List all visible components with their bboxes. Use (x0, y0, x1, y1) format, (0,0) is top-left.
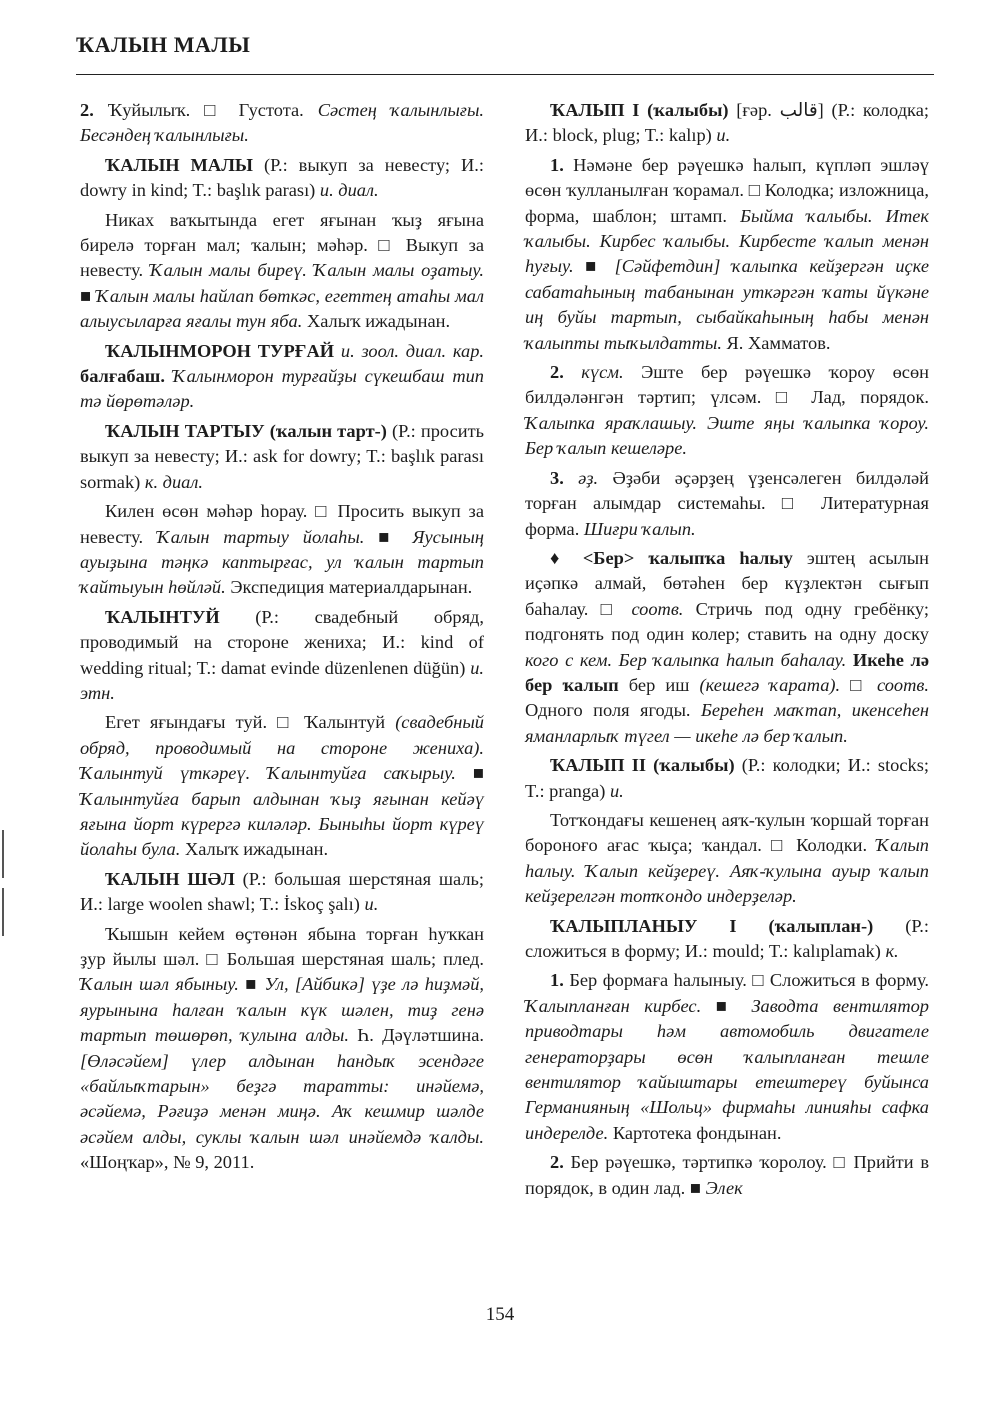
body-text: Халыҡ ижадынан. (180, 839, 329, 860)
italic-text: Сәстең ҡалынлығы. Бесәндең ҡалынлығы. (80, 100, 485, 146)
italic-text: Ҡалын малы биреү. Ҡалын малы оҙатыу. (149, 260, 485, 281)
italic-text: күсм. (581, 362, 624, 383)
italic-text: [Өләсәйем] үлер алдынан һандыҡ эсендәге «байлыҡтарын» беҙгә таратты: инәйемә, әсәйемә, Рәғиҙә менән миңә. Аҡ кешмир шәлде әсәйем алды, суклы ҡалын шәл инәйемдә ҡалды. (80, 1050, 484, 1147)
italic-text: и. этн. (80, 657, 484, 703)
italic-text: Ҡалыпланған кирбес. (525, 995, 716, 1016)
body-text: ■ (715, 995, 752, 1016)
dictionary-paragraph (525, 98, 929, 149)
body-text: ■ (585, 256, 615, 277)
body-text: Бер рәүешкә, тәртипкә ҡоролоу. □ Прийти в порядок, в один лад. ■ (525, 1152, 929, 1198)
dictionary-paragraph (525, 1150, 929, 1201)
dictionary-paragraph (80, 208, 484, 335)
italic-text: Ҡалып һалыу. Ҡалып кейҙереү. Аяҡ-ҡулына ауыр ҡалып кейҙерелгән тотҡондо индерҙеләр. (525, 835, 929, 907)
body-text: [ғәр. قالب] (Р.: колодка; И.: block, plug; T.: kalıp) (525, 100, 929, 146)
dictionary-paragraph (525, 546, 929, 749)
headword-text: 1. (550, 154, 574, 175)
body-text: Эште бер рәүешкә ҡороу өсөн билдәләнгән тәртип; үлсәм. □ Лад, порядок. (525, 362, 929, 408)
italic-text: Ҡалынтуйға барып алдынан ҡыҙ яғынан кейәү яғына йорт күрергә киләләр. Быныһы йорт күреү йолаһы була. (80, 788, 484, 860)
body-text: ■ (472, 763, 484, 784)
italic-text: и. диал. (319, 180, 379, 201)
italic-text: Береһен маҡтап, икенсеһен яманларлыҡ түгел — икеһе лә бер ҡалып. (525, 700, 929, 746)
dictionary-paragraph (525, 968, 929, 1146)
body-text: Нәмәне бер рәүешкә һалып, күпләп эшләү өсөн ҡулланылған ҡорамал. □ Колодка; изложница, форма, шаблон; штамп. (525, 154, 929, 226)
body-text: □ (840, 674, 878, 695)
body-text: (Р.: колодки; И.: stocks; T.: pranga) (525, 755, 929, 801)
italic-text: Яусының ауыҙына тәңкә каптырғас, ул ҡалын тартып ҡайтыуын һөйләй. (80, 526, 484, 598)
italic-text: Ул, [Айбикә] үҙе лә һиҙмәй, яурынына һалған ҡалын күк шәлен, тиҙ генә тартып төшөрөп, ҡулына алды. (80, 974, 484, 1046)
italic-text: к. диал. (144, 471, 203, 492)
body-text: (Р.: выкуп за невесту; И.: dowry in kind; T.: başlık parası) (80, 154, 484, 201)
dictionary-paragraph (80, 605, 484, 707)
dictionary-paragraph (80, 499, 484, 601)
scan-margin-mark (2, 888, 4, 936)
italic-text: әҙ. (578, 467, 599, 488)
body-text: Стричь под одну гребёнку; подгонять под один колер; ставить на одну доску (525, 598, 929, 645)
body-text: Я. Хамматов. (721, 332, 831, 353)
headword-text: ҠАЛЫНМОРОН ТУРҒАЙ (105, 340, 335, 361)
dictionary-paragraph (80, 867, 484, 918)
body-text: Егет яғындағы туй. □ Ҡалынтуй (105, 712, 396, 733)
body-text: ■ (245, 974, 265, 995)
body-text (165, 366, 173, 386)
italic-text: кого с кем. Бер ҡалыпка һалып баһалау. (525, 649, 847, 670)
italic-text: Быйма ҡалыбы. Итек ҡалыбы. Кирбес ҡалыбы. Кирбесте ҡалып менән һуғыу. (525, 205, 929, 277)
headword-text: ҠАЛЫП I (ҡалыбы) (550, 100, 729, 120)
headword-text: Икеһе лә бер ҡалып (525, 649, 930, 695)
italic-text: Ҡалыпка яраҡлашыу. Эште яңы ҡалыпка ҡороу. Бер ҡалып кешеләре. (525, 412, 929, 459)
headword-text: ҠАЛЫН ТАРТЫУ (ҡалын тарт-) (105, 420, 387, 441)
dictionary-paragraph (80, 339, 484, 415)
body-text: (Р.: большая шерстяная шаль; И.: large woolen shawl; T.: İskoç şalı) (80, 868, 485, 915)
body-text: Тотҡондағы кешенең аяҡ-ҡулын ҡоршай торған бороноғо ағас ҡыҫа; ҡандал. □ Колодки. (525, 809, 929, 856)
body-text: Килен өсөн мәһәр һорау. □ Просить выкуп за невесту. (80, 501, 484, 547)
left-column (80, 98, 484, 1180)
body-text (846, 650, 853, 670)
italic-text: Элек (705, 1177, 743, 1198)
body-text: (Р.: свадебный обряд, проводимый на стороне жениха; И.: kind of wedding ritual; T.: damat evinde düzenlenen düğün) (80, 606, 484, 678)
body-text: Никах ваҡытында егет яғынан ҡыҙ яғына бирелә торған мал; ҡалын; мәһәр. □ Выкуп за невесту. (80, 209, 484, 281)
dictionary-paragraph (80, 98, 484, 149)
italic-text: Ҡалынморон турғайҙы сүкешбаш тип тә йөрөтәләр. (80, 366, 484, 412)
dictionary-paragraph (525, 153, 929, 356)
headword-text: ҠАЛЫН ШӘЛ (105, 868, 235, 889)
headword-text: 2. (80, 100, 108, 120)
dictionary-paragraph (80, 153, 484, 204)
scan-margin-mark (2, 830, 4, 878)
page-number: 154 (485, 1304, 515, 1325)
body-text: эштең асылын иҫәпкә алмай, бөтәһен бер күҙлектән сығып баһалау. □ (525, 547, 929, 619)
headword-text: ҠАЛЫН МАЛЫ (105, 154, 253, 175)
body-text: ♦ (550, 547, 583, 568)
body-text: (Р.: сложиться в форму; И.: mould; T.: kalıplamak) (525, 915, 929, 961)
body-text: Халыҡ ижадынан. (302, 311, 451, 332)
dictionary-paragraph (80, 710, 484, 862)
body-text: (Р.: просить выкуп за невесту; И.: ask for dowry; T.: başlık parası sormak) (80, 420, 485, 492)
italic-text: Шиғри ҡалып. (583, 518, 696, 539)
running-title: ҠАЛЫН МАЛЫ (76, 32, 251, 57)
body-text (334, 341, 341, 361)
body-text: «Шоңҡар», № 9, 2011. (80, 1152, 255, 1173)
italic-text: Ҡалын тартыу йолаһы. (156, 526, 379, 547)
body-text: ■ (80, 285, 97, 306)
header-rule (76, 74, 934, 75)
dictionary-paragraph (80, 922, 484, 1176)
body-text: ■ (378, 526, 413, 547)
italic-text: Ҡалын шәл ябыныу. (80, 974, 246, 995)
italic-text: и. (364, 894, 379, 915)
italic-text: (кешегә ҡарата). (699, 674, 841, 695)
headword-text: 2. (550, 1152, 571, 1173)
headword-text: балғабаш. (80, 366, 165, 387)
body-text: Бер формаға һалыныу. □ Сложиться в форму. (569, 970, 929, 991)
dictionary-paragraph (525, 466, 929, 542)
italic-text: Заводта вентилятор приводтары һәм автомобиль двигателе генераторҙары өсөн ҡалыпланған тешле вентилятор ҡайыштары етештереү буйынса Германияның «Шольц» фирмаһы линияһы сафка индерелде. (525, 995, 929, 1143)
italic-text: и. зоол. диал. кар. (340, 340, 485, 361)
dictionary-paragraph (525, 753, 929, 804)
body-text: бер иш (618, 674, 700, 695)
headword-text: 3. (550, 467, 579, 488)
headword-text: ҠАЛЫПЛАНЫУ I (ҡалыплан-) (550, 915, 874, 936)
body-text: Картотека фондынан. (608, 1122, 782, 1143)
headword-text: ҠАЛЫП II (ҡалыбы) (550, 755, 735, 776)
body-text: Ҡуйылыҡ. □ Густота. (107, 100, 318, 120)
dictionary-paragraph (80, 419, 484, 495)
body-text: Экспедиция материалдарынан. (225, 577, 473, 598)
italic-text: Ҡалын малы һайлап бөткәс, егеттең атаһы мал алыусыларға яғалы тун яба. (80, 285, 484, 332)
body-text: Ҡышын кейем өҫтөнән ябына торған һуҡкан ҙур йылы шәл. □ Большая шерстяная шаль; плед. (80, 923, 484, 969)
dictionary-paragraph (525, 360, 929, 462)
italic-text: соотв. (877, 674, 929, 695)
headword-text: 1. (550, 970, 570, 991)
dictionary-paragraph (525, 914, 929, 965)
right-column (525, 98, 929, 1205)
body-text: Һ. Дәүләтшина. (348, 1025, 484, 1046)
italic-text: и. (609, 780, 624, 801)
dictionary-paragraph (525, 808, 929, 910)
italic-text: и. (716, 125, 731, 146)
italic-text: к. (885, 941, 899, 961)
italic-text: [Сәйфетдин] ҡалыпка кейҙергән иҫке сабатаһының табанынан уткәргән ҡаты йүкәне иң буйы тартып, сыбайкаһының һабы менән ҡалыпты тыҡылдатты. (525, 256, 929, 353)
body-text: Одного поля ягоды. (525, 700, 701, 721)
headword-text: 2. (550, 362, 582, 383)
italic-text: (свадебный обряд, проводимый на стороне жениха). Ҡалынтуй үткәреү. Ҡалынтуйға саҡырыу. (80, 712, 484, 784)
headword-text: ҠАЛЫНТУЙ (105, 606, 220, 627)
headword-text: <Бер> ҡалыпҡа һалыу (582, 547, 793, 568)
italic-text: соотв. (631, 598, 684, 619)
body-text: Әҙәби әҫәрҙең үҙенсәлеген билдәләй торған алымдар системаһы. □ Литературная форма. (525, 467, 929, 539)
